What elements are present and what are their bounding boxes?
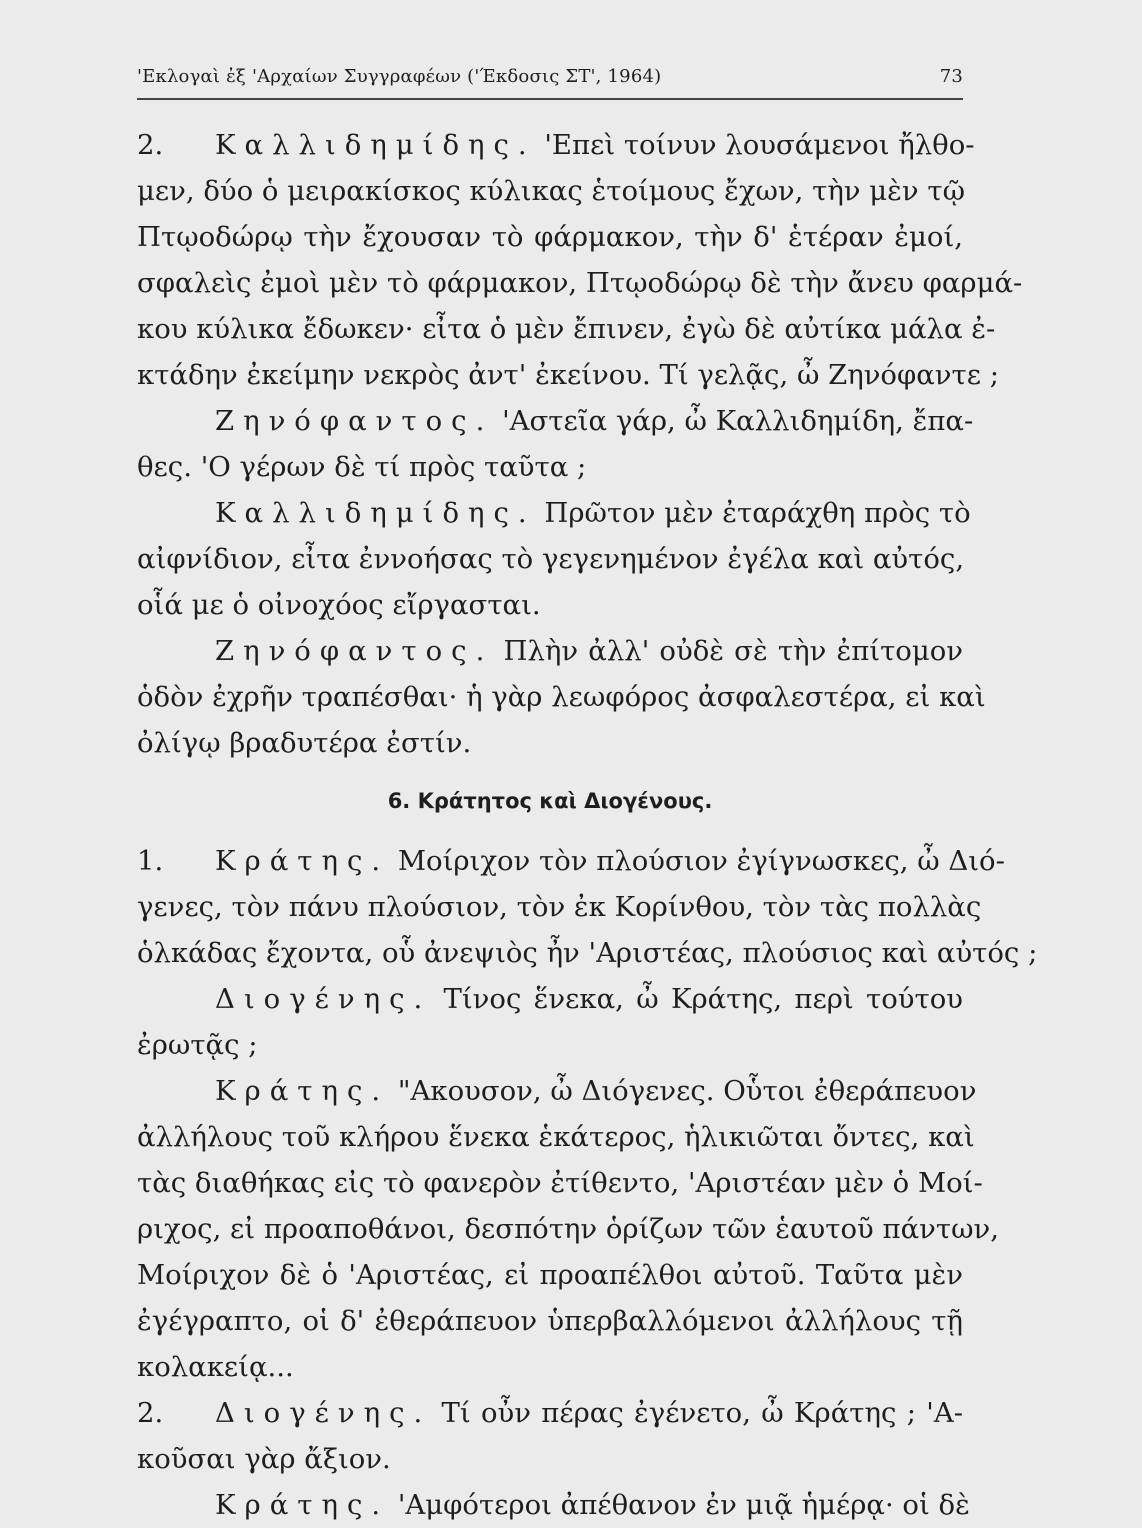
line-text: σφαλεὶς ἐμοὶ μὲν τὸ φάρμακον, Πτῳοδώρῳ δὲ τὴν ἄνευ φαρμά- [137, 267, 1023, 299]
text-line [137, 884, 982, 930]
line-text: κου κύλικα ἔδωκεν· εἶτα ὁ μὲν ἔπινεν, ἐγὼ δὲ αὐτίκα μάλα ἐ- [137, 313, 996, 345]
line-text: Μοίριχον δὲ ὁ 'Αριστέας, εἰ προαπέλθοι αὐτοῦ. Ταῦτα μὲν [137, 1259, 963, 1291]
line-text: ριχος, εἰ προαποθάνοι, δεσπότην ὁρίζων τῶν ἑαυτοῦ πάντων, [137, 1213, 999, 1245]
page-number: 73 [939, 66, 963, 87]
text-line [137, 1022, 963, 1068]
speaker-name: Διογένης. [215, 1397, 432, 1429]
line-text: 'Επεὶ τοίνυν λουσάμενοι ἤλθο- [535, 129, 975, 161]
line-text: θες. 'Ο γέρων δὲ τί πρὸς ταῦτα ; [137, 451, 587, 483]
dialogue-section-6 [137, 838, 1038, 1528]
text-line [137, 536, 963, 582]
line-text: "Ακουσον, ὦ Διόγενες. Οὗτοι ἐθεράπευον [389, 1075, 977, 1107]
text-line [137, 674, 986, 720]
line-text: ἐρωτᾷς ; [137, 1029, 258, 1061]
text-line [137, 490, 971, 536]
line-text: γενες, τὸν πάνυ πλούσιον, τὸν ἐκ Κορίνθου, τὸν τὰς πολλὰς [137, 891, 982, 923]
paragraph-number: 1. [137, 845, 164, 877]
section-heading: 6. Κράτητος καὶ Διογένους. [387, 789, 713, 813]
line-text: κοῦσαι γὰρ ἄξιον. [137, 1443, 391, 1475]
line-text: Τί οὖν πέρας ἐγένετο, ὦ Κράτης ; 'Α- [431, 1397, 963, 1429]
text-line [137, 1114, 975, 1160]
speaker-name: Κράτης. [215, 1489, 390, 1521]
text-line [137, 976, 963, 1022]
paragraph-number: 2. [137, 129, 164, 161]
line-text: μεν, δύο ὁ μειρακίσκος κύλικας ἑτοίμους ἔχων, τὴν μὲν τῷ [137, 175, 965, 207]
page-body [137, 122, 1038, 1528]
line-text: Πτῳοδώρῳ τὴν ἔχουσαν τὸ φάρμακον, τὴν δ' ἑτέραν ἐμοί, [137, 221, 963, 253]
line-text: κολακείᾳ... [137, 1351, 294, 1383]
speaker-name: Κράτης. [215, 845, 390, 877]
running-title: 'Εκλογαὶ ἐξ 'Αρχαίων Συγγραφέων ('Έκδοσις ΣΤ', 1964) [137, 66, 662, 87]
line-text: Πρῶτον μὲν ἐταράχθη πρὸς τὸ [535, 497, 971, 529]
text-line [137, 1298, 963, 1344]
line-text: αἰφνίδιον, εἶτα ἐννοήσας τὸ γεγενημένον ἐγέλα καὶ αὐτός, [137, 543, 965, 575]
speaker-name: Καλλιδημίδης. [215, 129, 536, 161]
header-rule [137, 98, 963, 100]
text-line [137, 1390, 963, 1436]
line-text: 'Αστεῖα γάρ, ὦ Καλλιδημίδη, ἔπα- [493, 405, 974, 437]
speaker-name: Διογένης. [215, 983, 432, 1015]
text-line [137, 214, 963, 260]
text-line [137, 306, 996, 352]
text-line [137, 628, 963, 674]
text-line [137, 720, 963, 766]
running-header [137, 66, 963, 87]
line-text: Τίνος ἕνεκα, ὦ Κράτης, περὶ τούτου [431, 983, 963, 1015]
text-line [137, 168, 963, 214]
line-text: οἷά με ὁ οἰνοχόος εἴργασται. [137, 589, 541, 621]
dialogue-section-5 [137, 122, 1023, 766]
line-text: Πλὴν ἀλλ' οὐδὲ σὲ τὴν ἐπίτομον [493, 635, 963, 667]
line-text: κτάδην ἐκείμην νεκρὸς ἀντ' ἐκείνου. Τί γελᾷς, ὦ Ζηνόφαντε ; [137, 359, 999, 391]
text-line [137, 352, 999, 398]
text-line [137, 398, 974, 444]
text-line [137, 1252, 963, 1298]
speaker-name: Ζηνόφαντος. [215, 635, 494, 667]
text-line [137, 838, 1005, 884]
text-line [137, 930, 1038, 976]
text-line [137, 582, 963, 628]
speaker-name: Ζηνόφαντος. [215, 405, 494, 437]
line-text: ὁδὸν ἐχρῆν τραπέσθαι· ἡ γὰρ λεωφόρος ἀσφαλεστέρα, εἰ καὶ [137, 681, 986, 713]
text-line [137, 444, 963, 490]
speaker-name: Καλλιδημίδης. [215, 497, 536, 529]
line-text: ὀλίγῳ βραδυτέρα ἐστίν. [137, 727, 472, 759]
line-text: ἀλλήλους τοῦ κλήρου ἕνεκα ἑκάτερος, ἡλικιῶται ὄντες, καὶ [137, 1121, 975, 1153]
line-text: τὰς διαθήκας εἰς τὸ φανερὸν ἐτίθεντο, 'Αριστέαν μὲν ὁ Μοί- [137, 1167, 983, 1199]
text-line [137, 1482, 970, 1528]
text-line [137, 1344, 963, 1390]
paragraph-number: 2. [137, 1397, 164, 1429]
speaker-name: Κράτης. [215, 1075, 390, 1107]
text-line [137, 1206, 999, 1252]
line-text: ἐγέγραπτο, οἱ δ' ἐθεράπευον ὑπερβαλλόμενοι ἀλλήλους τῇ [137, 1305, 963, 1337]
text-line [137, 260, 1023, 306]
text-line [137, 122, 975, 168]
line-text: Μοίριχον τὸν πλούσιον ἐγίγνωσκες, ὦ Διό- [389, 845, 1005, 877]
line-text: 'Αμφότεροι ἀπέθανον ἐν μιᾷ ἡμέρᾳ· οἱ δὲ [389, 1489, 970, 1521]
text-line [137, 1436, 963, 1482]
line-text: ὁλκάδας ἔχοντα, οὗ ἀνεψιὸς ἦν 'Αριστέας, πλούσιος καὶ αὐτός ; [137, 937, 1038, 969]
text-line [137, 1160, 983, 1206]
text-line [137, 1068, 977, 1114]
